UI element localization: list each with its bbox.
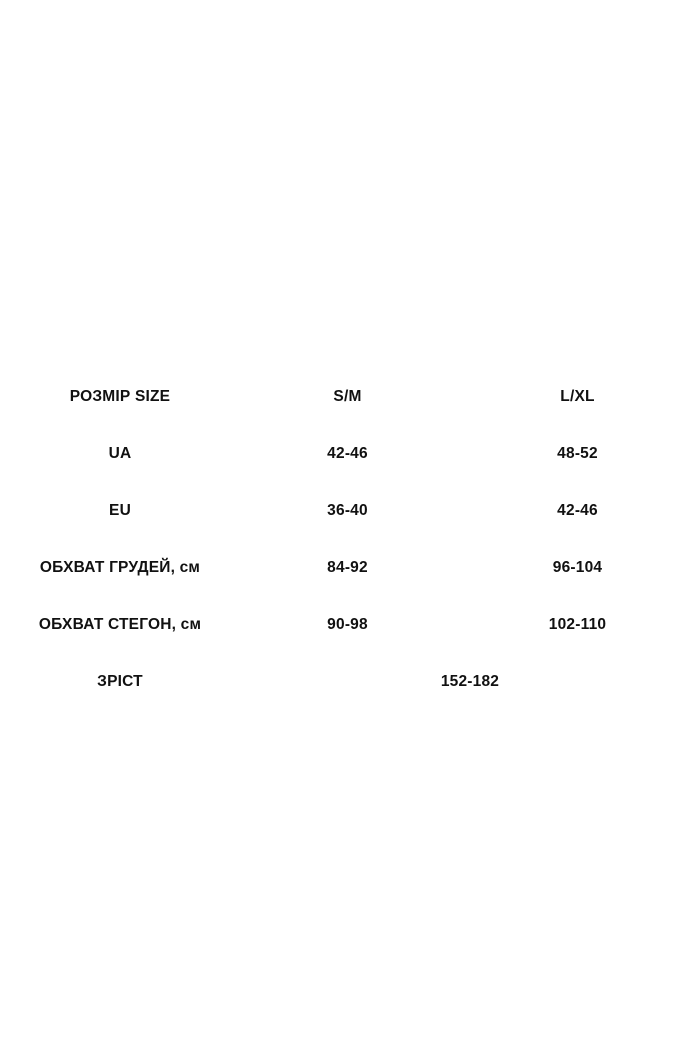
row-label-height: ЗРІСТ <box>97 672 143 690</box>
row-hips-lxl: 102-110 <box>548 615 607 633</box>
size-chart-table <box>0 368 700 710</box>
row-label-hips: ОБХВАТ СТЕГОН, см <box>38 615 202 633</box>
size-chart-body <box>0 368 700 710</box>
row-ua-sm: 42-46 <box>327 444 368 462</box>
row-label-ua: UA <box>108 444 132 462</box>
row-label-eu: EU <box>109 501 131 519</box>
table-row <box>0 596 700 653</box>
row-eu-lxl: 42-46 <box>557 501 598 519</box>
row-ua-lxl: 48-52 <box>557 444 598 462</box>
table-row <box>0 482 700 539</box>
header-size-lxl: L/XL <box>560 387 595 405</box>
table-header-row <box>0 368 700 425</box>
row-chest-lxl: 96-104 <box>552 558 603 576</box>
table-row <box>0 539 700 596</box>
table-row <box>0 425 700 482</box>
row-label-chest: ОБХВАТ ГРУДЕЙ, см <box>39 558 201 576</box>
row-eu-sm: 36-40 <box>327 501 368 519</box>
row-hips-sm: 90-98 <box>327 615 368 633</box>
row-chest-sm: 84-92 <box>327 558 368 576</box>
row-height-value: 152-182 <box>440 672 500 690</box>
header-size-sm: S/M <box>333 387 362 405</box>
header-label-cell: РОЗМІР SIZE <box>69 387 171 405</box>
table-row <box>0 653 700 710</box>
